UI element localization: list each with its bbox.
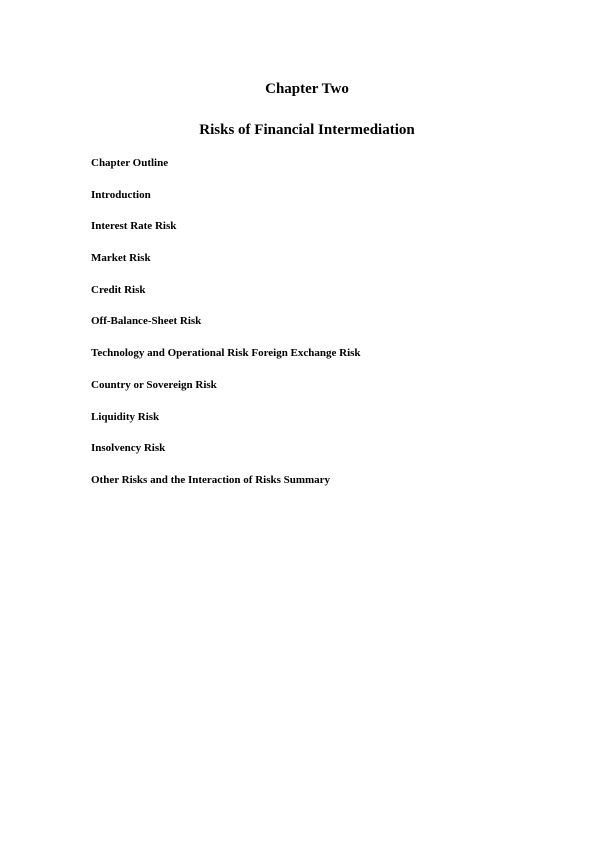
chapter-title: Risks of Financial Intermediation	[199, 122, 415, 138]
outline-item-insolvency-risk: Insolvency Risk	[91, 442, 166, 455]
outline-heading: Chapter Outline	[91, 157, 169, 169]
outline-item-market-risk: Market Risk	[91, 252, 151, 265]
outline-item-interest-rate-risk: Interest Rate Risk	[91, 220, 177, 233]
outline-item-country-sovereign-risk: Country or Sovereign Risk	[91, 378, 217, 391]
chapter-label: Chapter Two	[265, 81, 349, 97]
outline-item-other-risks-summary: Other Risks and the Interaction of Risks Summary	[91, 473, 331, 486]
chapter-outline-list	[91, 157, 361, 506]
outline-item-technology-operational-fx-risk: Technology and Operational Risk Foreign Exchange Risk	[91, 347, 361, 360]
outline-item-liquidity-risk: Liquidity Risk	[91, 410, 160, 423]
outline-item-introduction: Introduction	[91, 188, 151, 201]
outline-item-off-balance-sheet-risk: Off-Balance-Sheet Risk	[91, 315, 202, 328]
outline-item-credit-risk: Credit Risk	[91, 283, 146, 296]
